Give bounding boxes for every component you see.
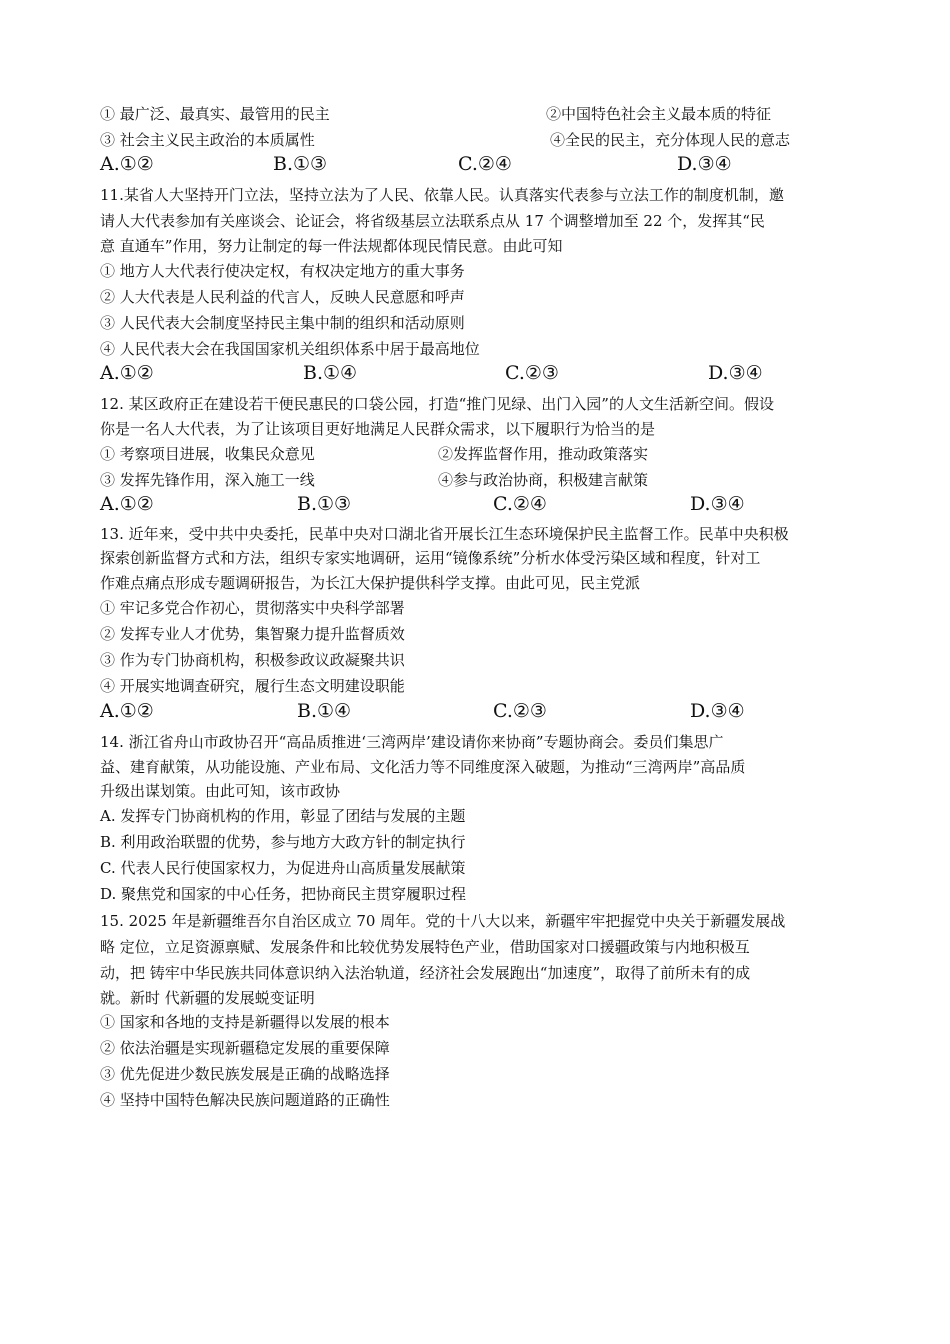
q12-item-2: ②发挥监督作用，推动政策落实: [438, 445, 649, 463]
q12-option-a: A.①②: [100, 493, 154, 515]
q10-option-b: B.①③: [273, 153, 328, 175]
q10-option-a: A.①②: [100, 153, 154, 175]
q14-stem-line-1: 14. 浙江省舟山市政协召开“高品质推进‘三湾两岸’建设请你来协商”专题协商会。委员们集思广: [100, 733, 724, 751]
q14-choice-d: D. 聚焦党和国家的中心任务，把协商民主贯穿履职过程: [100, 885, 467, 903]
q10-item-4: ④全民的民主，充分体现人民的意志: [550, 131, 791, 149]
q12-item-4: ④参与政治协商，积极建言献策: [438, 471, 649, 489]
q10-item-2: ②中国特色社会主义最本质的特征: [546, 105, 772, 123]
q13-item-1: ① 牢记多党合作初心，贯彻落实中央科学部署: [100, 599, 405, 617]
q15-stem-line-1: 15. 2025 年是新疆维吾尔自治区成立 70 周年。党的十八大以来，新疆牢牢把握党中央关于新疆发展战: [100, 912, 786, 930]
q14-choice-a: A. 发挥专门协商机构的作用，彰显了团结与发展的主题: [100, 807, 466, 825]
q14-stem-line-2: 益、建育献策，从功能设施、产业布局、文化活力等不同维度深入破题，为推动“三湾两岸”高品质: [100, 758, 746, 776]
q11-option-b: B.①④: [303, 362, 358, 384]
q13-option-c: C.②③: [493, 700, 547, 722]
q15-stem-line-4: 就。新时 代新疆的发展蜕变证明: [100, 989, 315, 1007]
q15-stem-line-2: 略 定位，立足资源禀赋、发展条件和比较优势发展特色产业，借助国家对口援疆政策与内地积极互: [100, 938, 750, 956]
q12-option-c: C.②④: [493, 493, 547, 515]
q11-option-d: D.③④: [708, 362, 763, 384]
q15-item-3: ③ 优先促进少数民族发展是正确的战略选择: [100, 1065, 390, 1083]
q10-option-c: C.②④: [458, 153, 512, 175]
q13-item-2: ② 发挥专业人才优势，集智聚力提升监督质效: [100, 625, 405, 643]
q15-item-1: ① 国家和各地的支持是新疆得以发展的根本: [100, 1013, 390, 1031]
q15-item-2: ② 依法治疆是实现新疆稳定发展的重要保障: [100, 1039, 390, 1057]
q12-option-b: B.①③: [297, 493, 352, 515]
q11-option-a: A.①②: [100, 362, 154, 384]
q10-item-3: ③ 社会主义民主政治的本质属性: [100, 131, 315, 149]
q12-stem-line-2: 你是一名人大代表，为了让该项目更好地满足人民群众需求，以下履职行为恰当的是: [100, 420, 656, 438]
q13-stem-line-1: 13. 近年来，受中共中央委托，民革中央对口湖北省开展长江生态环境保护民主监督工作。民革中央积极: [100, 525, 789, 543]
q13-option-b: B.①④: [297, 700, 352, 722]
q11-item-3: ③ 人民代表大会制度坚持民主集中制的组织和活动原则: [100, 314, 465, 332]
q11-stem-line-2: 请人大代表参加有关座谈会、论证会，将省级基层立法联系点从 17 个调整增加至 22 个，发挥其“民: [100, 212, 765, 230]
q11-item-1: ① 地方人大代表行使决定权，有权决定地方的重大事务: [100, 262, 465, 280]
q11-stem-line-1: 11.某省人大坚持开门立法，坚持立法为了人民、依靠人民。认真落实代表参与立法工作的制度机制，邀: [100, 186, 784, 204]
q12-item-1: ① 考察项目进展，收集民众意见: [100, 445, 315, 463]
q14-choice-b: B. 利用政治联盟的优势，参与地方大政方针的制定执行: [100, 833, 466, 851]
q14-stem-line-3: 升级出谋划策。由此可知，该市政协: [100, 782, 341, 800]
q15-item-4: ④ 坚持中国特色解决民族问题道路的正确性: [100, 1091, 390, 1109]
q12-stem-line-1: 12. 某区政府正在建设若干便民惠民的口袋公园，打造“推门见绿、出门入园”的人文生活新空间。假设: [100, 395, 774, 413]
q11-item-4: ④ 人民代表大会在我国国家机关组织体系中居于最高地位: [100, 340, 480, 358]
q13-option-d: D.③④: [690, 700, 745, 722]
q13-stem-line-2: 探索创新监督方式和方法，组织专家实地调研，运用“镜像系统”分析水体受污染区域和程度，针对工: [100, 549, 761, 567]
q11-item-2: ② 人大代表是人民利益的代言人，反映人民意愿和呼声: [100, 288, 465, 306]
q13-item-3: ③ 作为专门协商机构，积极参政议政凝聚共识: [100, 651, 405, 669]
q11-option-c: C.②③: [505, 362, 559, 384]
q10-item-1: ① 最广泛、最真实、最管用的民主: [100, 105, 330, 123]
q13-item-4: ④ 开展实地调查研究，履行生态文明建设职能: [100, 677, 405, 695]
q15-stem-line-3: 动，把 铸牢中华民族共同体意识纳入法治轨道，经济社会发展跑出“加速度”，取得了前所未有的成: [100, 964, 751, 982]
q12-item-3: ③ 发挥先锋作用，深入施工一线: [100, 471, 315, 489]
q10-option-d: D.③④: [677, 153, 732, 175]
q14-choice-c: C. 代表人民行使国家权力，为促进舟山高质量发展献策: [100, 859, 466, 877]
q13-stem-line-3: 作难点痛点形成专题调研报告，为长江大保护提供科学支撑。由此可见，民主党派: [100, 574, 641, 592]
q13-option-a: A.①②: [100, 700, 154, 722]
q11-stem-line-3: 意 直通车”作用，努力让制定的每一件法规都体现民情民意。由此可知: [100, 237, 563, 255]
q12-option-d: D.③④: [690, 493, 745, 515]
